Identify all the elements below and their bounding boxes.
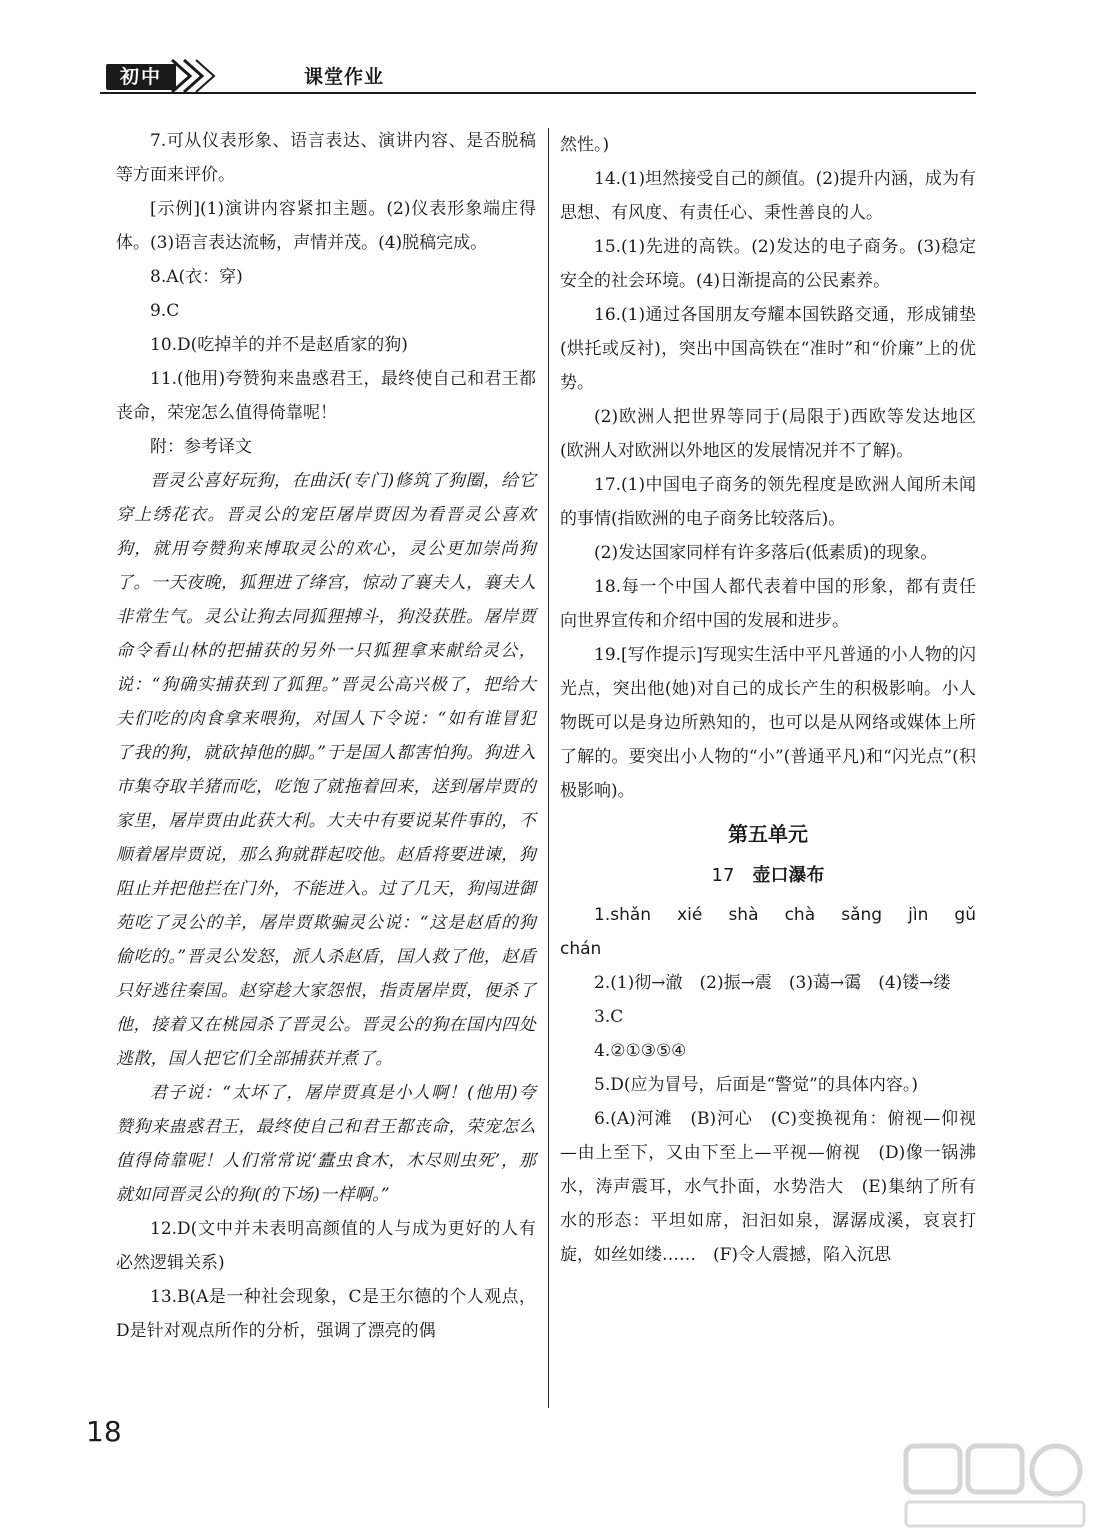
answer-item: 13.B(A是一种社会现象，C是王尔德的个人观点，D是针对观点所作的分析，强调了漂亮的偶 xyxy=(116,1287,536,1341)
answer-item: 18.每一个中国人都代表着中国的形象，都有责任向世界宣传和介绍中国的发展和进步。 xyxy=(560,577,976,631)
answer-item: [示例](1)演讲内容紧扣主题。(2)仪表形象端庄得体。(3)语言表达流畅，声情并茂。(4)脱稿完成。 xyxy=(116,199,536,253)
header-title: 课堂作业 xyxy=(304,66,385,88)
header-badge: 初中 xyxy=(106,64,176,90)
answer-item: 15.(1)先进的高铁。(2)发达的电子商务。(3)稳定安全的社会环境。(4)日渐提高的公民素养。 xyxy=(560,237,976,291)
double-chevron-icon xyxy=(170,56,290,96)
header-rule xyxy=(100,92,976,94)
answer-item: 6.(A)河滩 (B)河心 (C)变换视角：俯视—仰视—由上至下，又由下至上—平视—俯视 (D)像一锅沸水，涛声震耳，水气扑面，水势浩大 (E)集纳了所有水的形态：平坦如席，汩汩如泉，潺潺成溪，哀哀打旋，如丝如缕…… (F)令人震撼，陷入沉思 xyxy=(560,1109,976,1265)
unit-title: 第五单元 xyxy=(728,822,808,846)
answer-item: 2.(1)彻→澈 (2)振→震 (3)蔼→霭 (4)镂→缕 xyxy=(594,973,951,993)
column-divider xyxy=(548,128,549,1408)
pinyin-answer: 1.shǎn xié shà chà sǎng jìn gǔ chán xyxy=(560,905,993,959)
right-column xyxy=(560,128,993,1272)
answer-item: (2)发达国家同样有许多落后(低素质)的现象。 xyxy=(594,543,938,563)
answer-item: 14.(1)坦然接受自己的颜值。(2)提升内涵，成为有思想、有风度、有责任心、秉性善良的人。 xyxy=(560,169,976,223)
answer-item: 9.C xyxy=(150,301,180,321)
translation-heading: 附：参考译文 xyxy=(150,437,252,457)
answer-item: 然性。) xyxy=(560,135,610,155)
answer-item: 17.(1)中国电子商务的领先程度是欧洲人闻所未闻的事情(指欧洲的电子商务比较落后)。 xyxy=(560,475,976,529)
lesson-number: 17 xyxy=(711,865,735,886)
answer-item: 5.D(应为冒号，后面是“警觉”的具体内容。) xyxy=(594,1075,918,1095)
answer-item: 10.D(吃掉羊的并不是赵盾家的狗) xyxy=(150,335,408,355)
answer-item: 16.(1)通过各国朋友夸耀本国铁路交通，形成铺垫(烘托或反衬)，突出中国高铁在“准时”和“价廉”上的优势。 xyxy=(560,305,976,393)
answer-item: (2)欧洲人把世界等同于(局限于)西欧等发达地区(欧洲人对欧洲以外地区的发展情况并不了解)。 xyxy=(560,407,976,461)
answer-item: 4.②①③⑤④ xyxy=(594,1041,687,1061)
lesson-name: 壶口瀑布 xyxy=(752,865,825,886)
left-column xyxy=(116,124,536,1348)
page-header xyxy=(100,62,976,96)
lesson-title xyxy=(560,858,976,894)
answer-item: 19.[写作提示]写现实生活中平凡普通的小人物的闪光点，突出他(她)对自己的成长产生的积极影响。小人物既可以是身边所熟知的，也可以是从网络或媒体上所了解的。要突出小人物的“小”(普通平凡)和“闪光点”(积极影响)。 xyxy=(560,645,976,801)
watermark-logo xyxy=(900,1440,1090,1532)
translation-paragraph: 君子说：“太坏了，屠岸贾真是小人啊！(他用)夸赞狗来蛊惑君王，最终使自己和君王都丧命，荣宠怎么值得倚靠呢！人们常常说‘蠹虫食木，木尽则虫死’，那就如同晋灵公的狗(的下场)一样啊。” xyxy=(116,1083,536,1205)
answer-item: 11.(他用)夸赞狗来蛊惑君王，最终使自己和君王都丧命，荣宠怎么值得倚靠呢！ xyxy=(116,369,536,423)
answer-item: 3.C xyxy=(594,1007,624,1027)
page-number: 18 xyxy=(86,1415,122,1448)
translation-paragraph: 晋灵公喜好玩狗，在曲沃(专门)修筑了狗圈，给它穿上绣花衣。晋灵公的宠臣屠岸贾因为看晋灵公喜欢狗，就用夸赞狗来博取灵公的欢心，灵公更加崇尚狗了。一天夜晚，狐狸进了绛宫，惊动了襄夫人，襄夫人非常生气。灵公让狗去同狐狸搏斗，狗没获胜。屠岸贾命令看山林的把捕获的另外一只狐狸拿来献给灵公，说：“狗确实捕获到了狐狸。”晋灵公高兴极了，把给大夫们吃的肉食拿来喂狗，对国人下令说：“如有谁冒犯了我的狗，就砍掉他的脚。”于是国人都害怕狗。狗进入市集夺取羊猪而吃，吃饱了就拖着回来，送到屠岸贾的家里，屠岸贾由此获大利。大夫中有要说某件事的，不顺着屠岸贾说，那么狗就群起咬他。赵盾将要进谏，狗阻止并把他拦在门外，不能进入。过了几天，狗闯进御苑吃了灵公的羊，屠岸贾欺骗灵公说：“这是赵盾的狗偷吃的。”晋灵公发怒，派人杀赵盾，国人救了他，赵盾只好逃往秦国。赵穿趁大家怨恨，指责屠岸贾，便杀了他，接着又在桃园杀了晋灵公。晋灵公的狗在国内四处逃散，国人把它们全部捕获并煮了。 xyxy=(116,471,536,1069)
answer-item: 12.D(文中并未表明高颜值的人与成为更好的人有必然逻辑关系) xyxy=(116,1219,536,1273)
answer-item: 7.可从仪表形象、语言表达、演讲内容、是否脱稿等方面来评价。 xyxy=(116,131,536,185)
answer-item: 8.A(衣：穿) xyxy=(150,267,243,287)
